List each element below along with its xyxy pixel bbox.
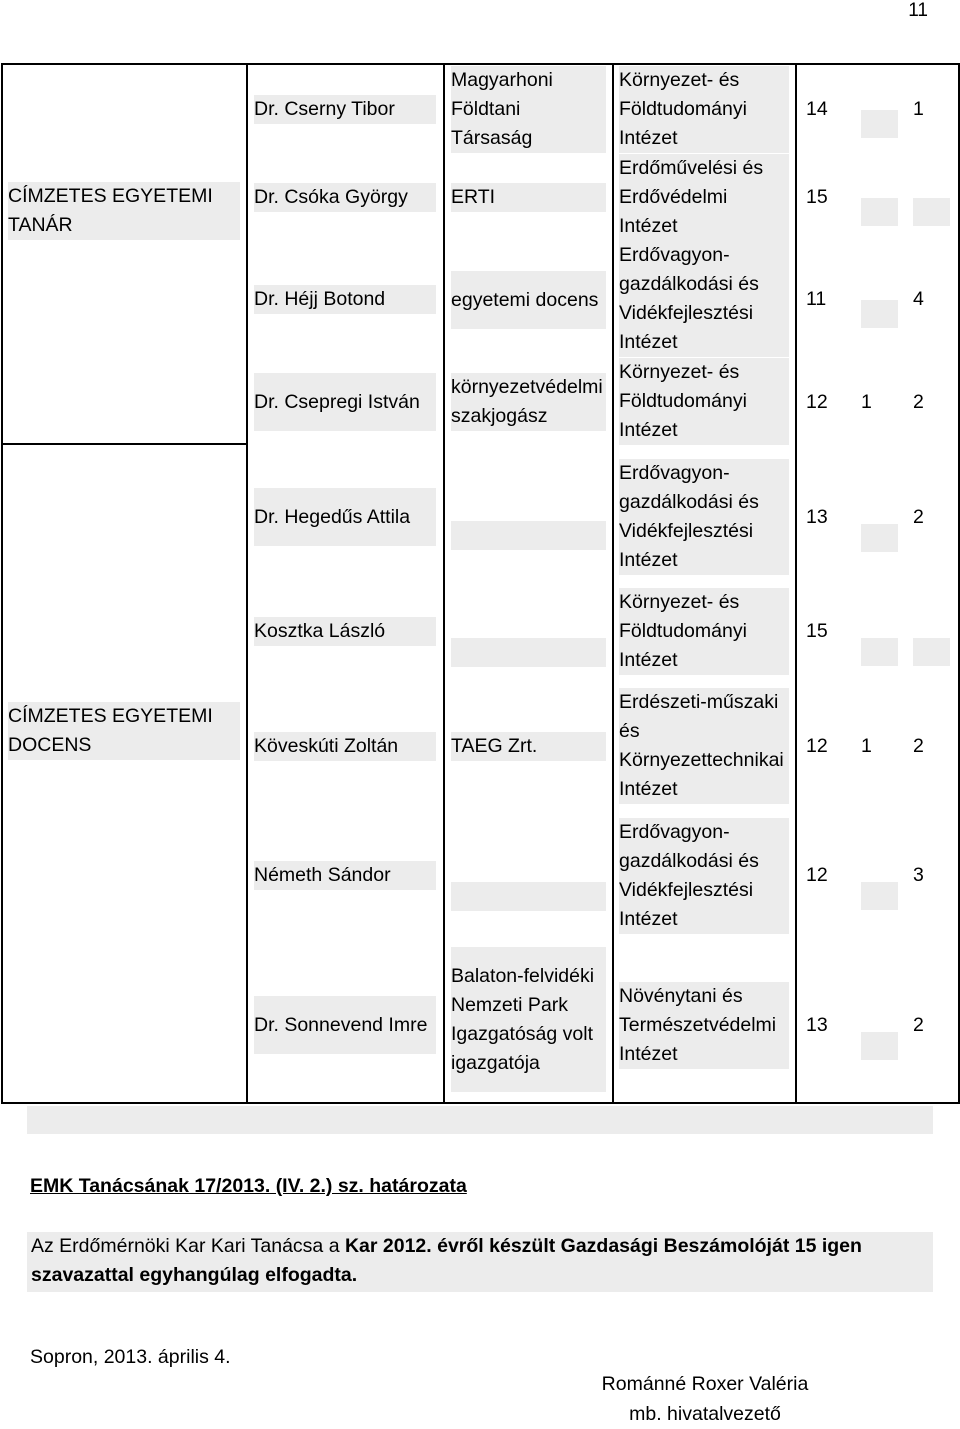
value-3: 3 [913,864,924,886]
value-blank [861,110,898,138]
member-name: Dr. Cserny Tibor [254,95,436,124]
value-1: 11 [806,288,827,310]
value-blank [861,198,898,226]
member-name: Dr. Hegedűs Attila [254,488,436,546]
member-name: Kosztka László [254,617,436,646]
category-cell-tanar [2,64,247,444]
empty-shaded-bar [27,1106,933,1134]
value-blank [861,524,898,552]
value-3: 4 [913,288,924,310]
member-name: Dr. Héjj Botond [254,285,436,314]
member-institute: Erdőművelési és Erdővédelmi Intézet [619,154,789,241]
member-org: ERTI [451,183,606,212]
value-1: 15 [806,186,828,208]
resolution-title: EMK Tanácsának 17/2013. (IV. 2.) sz. határozata [30,1175,467,1197]
member-name: Köveskúti Zoltán [254,732,436,761]
member-institute: Erdővagyon-gazdálkodási és Vidékfejlesztési Intézet [619,459,789,575]
category-cell-docens [2,444,247,1103]
member-org: TAEG Zrt. [451,732,606,761]
place-date: Sopron, 2013. április 4. [30,1346,231,1368]
value-3: 2 [913,1014,924,1036]
member-institute: Növénytani és Természetvédelmi Intézet [619,982,789,1069]
member-org-empty [451,882,606,911]
member-institute: Környezet- és Földtudományi Intézet [619,66,789,153]
member-institute: Környezet- és Földtudományi Intézet [619,358,789,445]
member-institute: Erdővagyon-gazdálkodási és Vidékfejlesztési Intézet [619,818,789,934]
signature-title: mb. hivatalvezető [629,1403,781,1425]
page-number: 11 [908,0,928,21]
value-blank [861,1032,898,1060]
signature-name: Románné Roxer Valéria [601,1373,809,1395]
member-org: környezetvédelmi szakjogász [451,373,606,431]
value-3: 1 [913,98,924,120]
member-name: Dr. Csepregi István [254,373,436,431]
member-institute: Erdővagyon-gazdálkodási és Vidékfejlesztési Intézet [619,241,789,357]
member-name: Dr. Csóka György [254,183,436,212]
category-label-tanar: CÍMZETES EGYETEMI TANÁR [8,182,240,240]
value-blank [861,882,898,910]
member-institute: Erdészeti-műszaki és Környezettechnikai Intézet [619,688,789,804]
member-name: Németh Sándor [254,861,436,890]
value-1: 12 [806,391,828,413]
resolution-text: Az Erdőmérnöki Kar Kari Tanácsa a Kar 2012. évről készült Gazdasági Beszámolóját 15 igen szavazattal egyhangúlag elfogadta. [27,1232,933,1292]
value-1: 13 [806,506,828,528]
value-blank [861,638,898,666]
member-org-empty [451,521,606,550]
value-3: 2 [913,506,924,528]
value-blank [861,300,898,328]
value-1: 12 [806,864,828,886]
value-blank [913,638,950,666]
value-blank [913,198,950,226]
value-1: 13 [806,1014,828,1036]
member-org: egyetemi docens [451,271,606,329]
value-1: 14 [806,98,828,120]
value-2: 1 [861,391,872,413]
member-institute: Környezet- és Földtudományi Intézet [619,588,789,675]
value-2: 1 [861,735,872,757]
member-org: Magyarhoni Földtani Társaság [451,66,606,153]
member-name: Dr. Sonnevend Imre [254,996,436,1054]
value-3: 2 [913,391,924,413]
category-label-docens: CÍMZETES EGYETEMI DOCENS [8,702,240,760]
member-org: Balaton-felvidéki Nemzeti Park Igazgatóság volt igazgatója [451,947,606,1092]
value-1: 12 [806,735,828,757]
value-3: 2 [913,735,924,757]
member-org-empty [451,638,606,667]
value-1: 15 [806,620,828,642]
